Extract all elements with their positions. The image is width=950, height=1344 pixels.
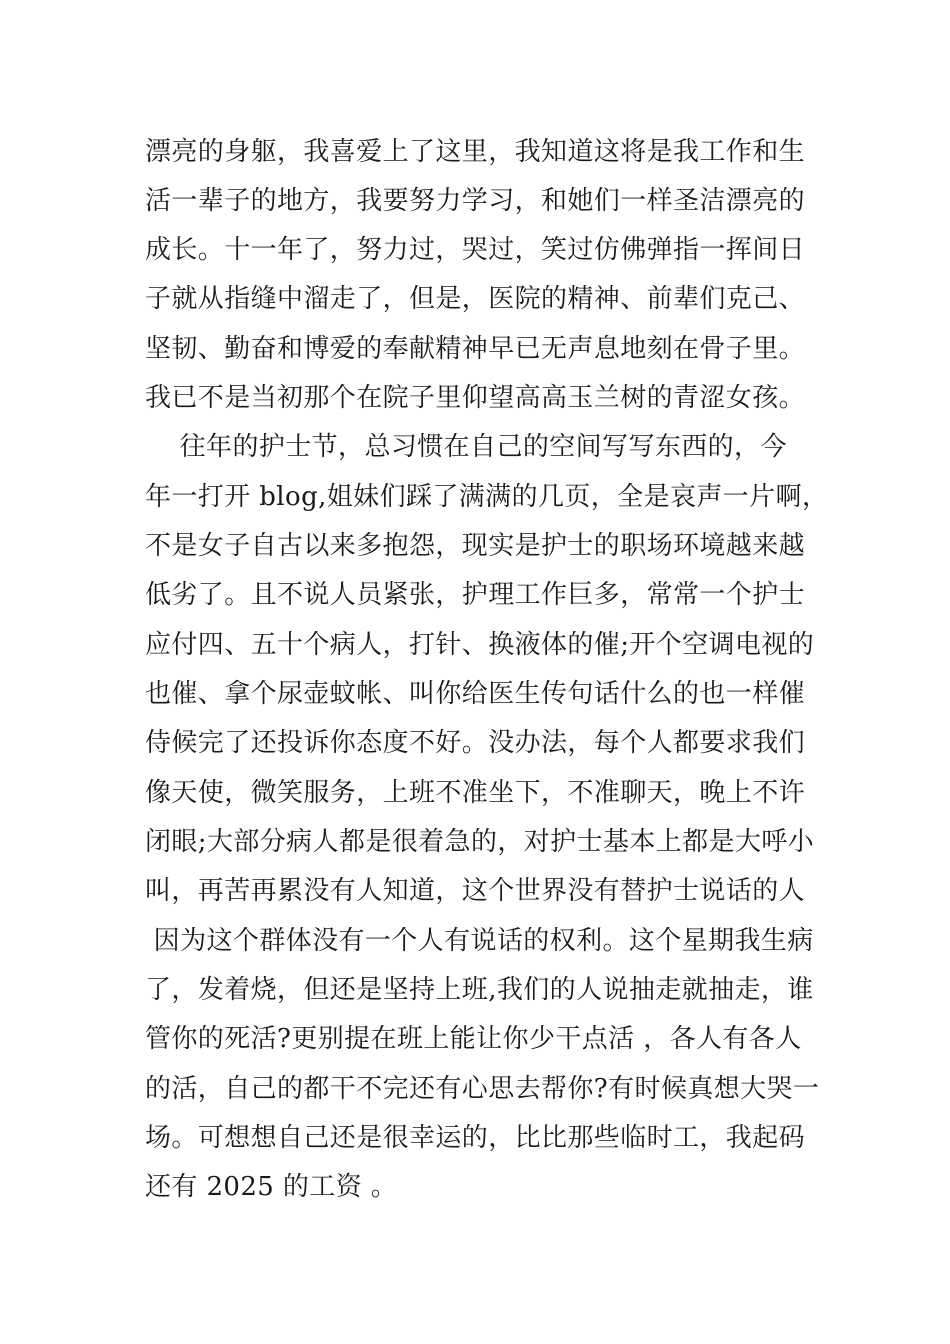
paragraph-2-line-15: 场。可想想自己还是很幸运的，比比那些临时工，我起码 bbox=[145, 1123, 806, 1153]
paragraph-1-line-5: 坚韧、勤奋和博爱的奉献精神早已无声息地刻在骨子里。 bbox=[145, 334, 806, 364]
paragraph-2-line-7: 侍候完了还投诉你态度不好。没办法，每个人都要求我们 bbox=[145, 728, 806, 758]
paragraph-1-line-6: 我已不是当初那个在院子里仰望高高玉兰树的青涩女孩。 bbox=[145, 383, 806, 413]
paragraph-2-line-16: 还有 2025 的工资 。 bbox=[145, 1172, 398, 1202]
paragraph-2-line-10: 叫，再苦再累没有人知道，这个世界没有替护士说话的人 bbox=[145, 876, 806, 906]
paragraph-1-line-1: 漂亮的身躯，我喜爱上了这里，我知道这将是我工作和生 bbox=[145, 137, 806, 167]
paragraph-2-line-11: 因为这个群体没有一个人有说话的权利。这个星期我生病 bbox=[145, 926, 814, 956]
paragraph-2-line-8: 像天使，微笑服务，上班不准坐下，不准聊天，晚上不许 bbox=[145, 778, 806, 808]
paragraph-2-line-9: 闭眼;大部分病人都是很着急的，对护士基本上都是大呼小 bbox=[145, 827, 815, 857]
paragraph-2-line-6: 也催、拿个尿壶蚊帐、叫你给医生传句话什么的也一样催 bbox=[145, 679, 806, 709]
paragraph-2-line-13: 管你的死活?更别提在班上能让你少干点活 ，各人有各人 bbox=[145, 1024, 802, 1054]
paragraph-2-line-5: 应付四、五十个病人，打针、换液体的催;开个空调电视的 bbox=[145, 630, 815, 660]
paragraph-2-line-14: 的活，自己的都干不完还有心思去帮你?有时候真想大哭一 bbox=[145, 1074, 820, 1104]
paragraph-2-line-4: 低劣了。且不说人员紧张，护理工作巨多，常常一个护士 bbox=[145, 580, 806, 610]
paragraph-2-line-1: 往年的护士节，总习惯在自己的空间写写东西的，今 bbox=[145, 432, 787, 462]
paragraph-2-line-12: 了，发着烧，但还是坚持上班,我们的人说抽走就抽走，谁 bbox=[145, 975, 814, 1005]
paragraph-1-line-3: 成长。十一年了，努力过，哭过，笑过仿佛弹指一挥间日 bbox=[145, 235, 806, 265]
paragraph-2-line-3: 不是女子自古以来多抱怨，现实是护士的职场环境越来越 bbox=[145, 531, 806, 561]
paragraph-2-line-2: 年一打开 blog,姐妹们踩了满满的几页，全是哀声一片啊， bbox=[145, 482, 829, 512]
paragraph-1-line-4: 子就从指缝中溜走了，但是，医院的精神、前辈们克己、 bbox=[145, 284, 806, 314]
paragraph-1-line-2: 活一辈子的地方，我要努力学习，和她们一样圣洁漂亮的 bbox=[145, 186, 806, 216]
